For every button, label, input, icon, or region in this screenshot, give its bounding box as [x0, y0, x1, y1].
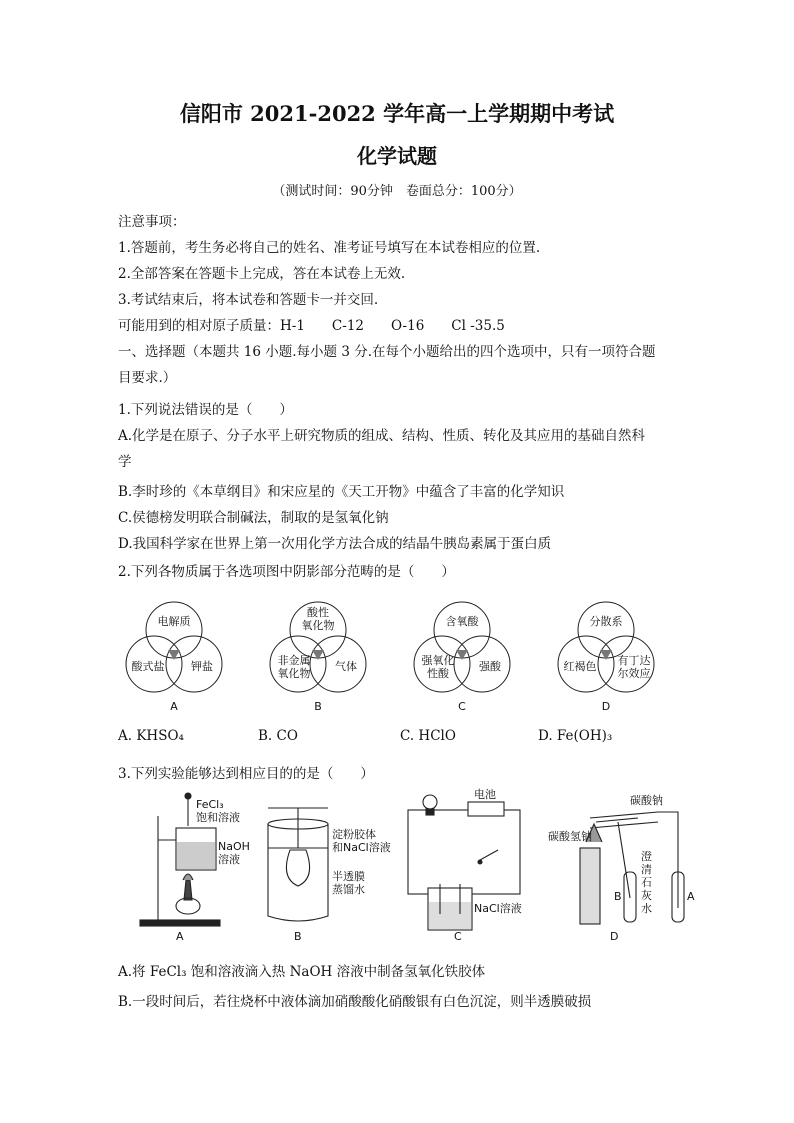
venn-c-left1: 强氧化 [421, 654, 455, 667]
fig-b-apparatus [268, 808, 328, 921]
q1-option-a-1: A.化学是在原子、分子水平上研究物质的组成、结构、性质、转化及其应用的基础自然科 [118, 428, 646, 444]
fig-a-label4: 溶液 [218, 853, 240, 866]
note-item-1: 1.答题前，考生务必将自己的姓名、准考证号填写在本试卷相应的位置. [118, 240, 541, 256]
venn-b-top1: 酸性 [307, 606, 329, 619]
venn-d-left: 红褐色 [563, 660, 597, 673]
fig-d-apparatus [580, 812, 684, 924]
fig-d-label3: 澄 [641, 850, 652, 863]
fig-d-label1: 碳酸钠 [630, 794, 663, 807]
fig-d-label7: 水 [641, 902, 652, 915]
venn-c-letter: C [458, 700, 466, 713]
fig-b-letter: B [294, 930, 302, 943]
venn-b-right: 气体 [335, 660, 357, 673]
fig-d-label9: A [687, 890, 695, 903]
fig-d-label2: 碳酸氢钠 [548, 830, 592, 843]
fig-d-label8: B [614, 890, 622, 903]
venn-c-left2: 性酸 [427, 667, 449, 680]
fig-a-label1: FeCl₃ [196, 798, 224, 811]
venn-a-right: 钾盐 [191, 660, 213, 673]
atomic-mass: 可能用到的相对原子质量：H-1 C-12 O-16 Cl -35.5 [118, 318, 505, 334]
venn-a-left: 酸式盐 [131, 660, 165, 673]
venn-d-letter: D [601, 700, 611, 713]
fig-d-label5: 石 [641, 876, 652, 889]
q1-option-b: B.李时珍的《本草纲目》和宋应星的《天工开物》中蕴含了丰富的化学知识 [118, 484, 565, 500]
exam-title: 信阳市 2021-2022 学年高一上学期期中考试 [179, 101, 615, 126]
venn-diagrams [118, 600, 698, 715]
q1-option-a-2: 学 [118, 454, 132, 470]
venn-b-left2: 氧化物 [277, 667, 311, 680]
venn-d-right1: 有丁达 [617, 654, 651, 667]
fig-d-label4: 清 [641, 863, 652, 876]
venn-b-left1: 非金属 [277, 654, 311, 667]
q2-option-c: C. HClO [400, 728, 456, 744]
fig-c-label1: 电池 [474, 788, 496, 801]
section-heading-2: 目要求.） [118, 370, 177, 386]
q1-stem: 1.下列说法错误的是（ ） [118, 402, 293, 418]
fig-d-letter: D [610, 930, 619, 943]
fig-a-label2: 饱和溶液 [196, 811, 240, 824]
note-item-2: 2.全部答案在答题卡上完成，答在本试卷上无效. [118, 266, 406, 282]
venn-a-top: 电解质 [157, 615, 191, 628]
fig-b-label4: 蒸馏水 [332, 883, 365, 896]
note-item-3: 3.考试结束后，将本试卷和答题卡一并交回. [118, 292, 379, 308]
venn-c-right: 强酸 [479, 660, 501, 673]
fig-c-label2: NaCl溶液 [474, 902, 522, 915]
q3-option-a: A.将 FeCl₃ 饱和溶液滴入热 NaOH 溶液中制备氢氧化铁胶体 [118, 964, 486, 980]
q2-stem: 2.下列各物质属于各选项图中阴影部分范畴的是（ ） [118, 564, 455, 580]
venn-b-top2: 氧化物 [301, 619, 335, 632]
q2-option-d: D. Fe(OH)₃ [538, 728, 613, 744]
fig-b-label2: 和NaCl溶液 [332, 841, 391, 854]
venn-d-top: 分散系 [589, 615, 623, 628]
notes-heading: 注意事项： [118, 214, 186, 230]
fig-c-letter: C [454, 930, 462, 943]
venn-b-letter: B [314, 700, 322, 713]
fig-b-label1: 淀粉胶体 [332, 828, 376, 841]
q2-option-b: B. CO [258, 728, 298, 744]
apparatus-figures [118, 788, 708, 946]
exam-info: （测试时间：90分钟 卷面总分：100分） [272, 184, 522, 199]
fig-a-label3: NaOH [218, 840, 250, 853]
q3-stem: 3.下列实验能够达到相应目的的是（ ） [118, 766, 374, 782]
section-heading-1: 一、选择题（本题共 16 小题.每小题 3 分.在每个小题给出的四个选项中，只有一项符合题 [118, 344, 656, 360]
venn-d-right2: 尔效应 [617, 667, 651, 680]
exam-subject: 化学试题 [357, 144, 437, 168]
q3-option-b: B.一段时间后，若往烧杯中液体滴加硝酸酸化硝酸银有白色沉淀，则半透膜破损 [118, 994, 592, 1010]
fig-d-label6: 灰 [641, 889, 652, 902]
fig-a-letter: A [176, 930, 184, 943]
venn-a-letter: A [170, 700, 178, 713]
q1-option-d: D.我国科学家在世界上第一次用化学方法合成的结晶牛胰岛素属于蛋白质 [118, 536, 552, 552]
q2-option-a: A. KHSO₄ [118, 728, 184, 744]
fig-b-label3: 半透膜 [332, 870, 365, 883]
q1-option-c: C.侯德榜发明联合制碱法，制取的是氢氧化钠 [118, 510, 389, 526]
venn-c-top: 含氧酸 [445, 615, 479, 628]
